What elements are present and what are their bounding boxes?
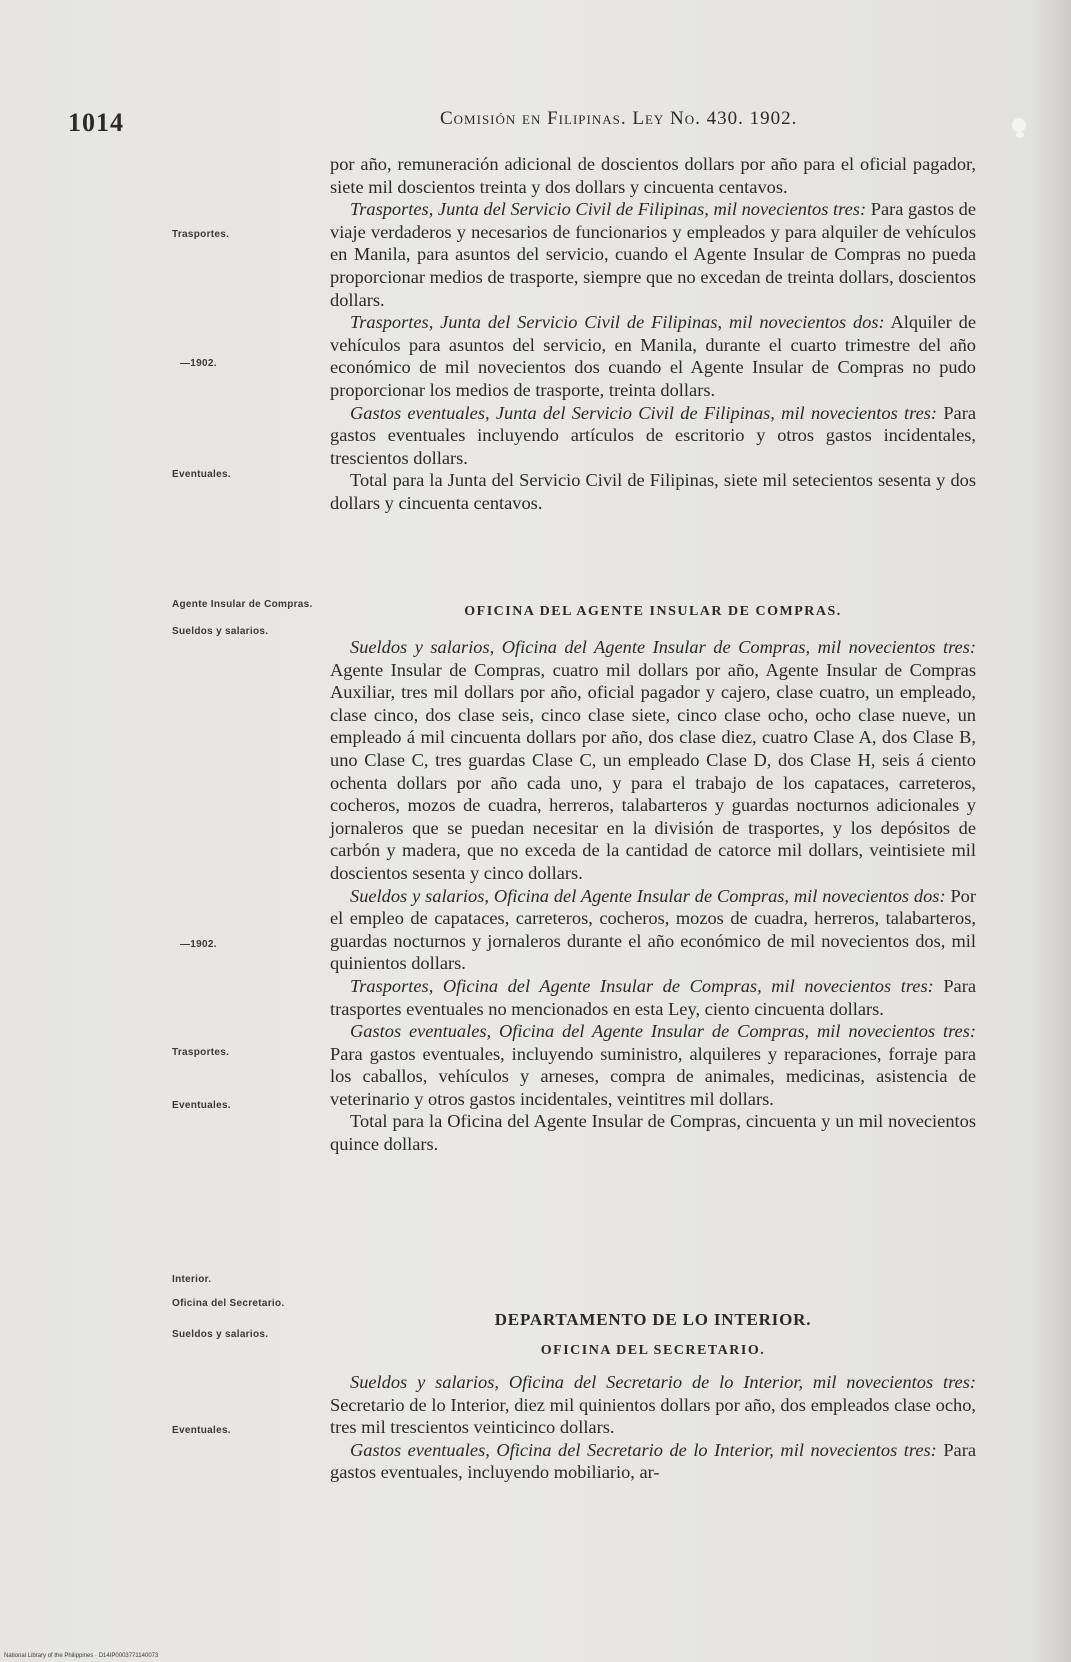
paragraph-text: Para trasportes eventuales no mencionados en esta Ley, ciento cincuenta dollars.	[330, 975, 977, 1019]
paragraph-lead: Gastos eventuales, Oficina del Secretario de lo Interior, mil novecientos tres:	[350, 1439, 937, 1460]
paragraph-text: Secretario de lo Interior, diez mil quinientos dollars por año, dos empleados clase ocho, tres mil trescientos veinticinco dollars.	[330, 1394, 976, 1438]
page-number: 1014	[68, 108, 124, 137]
paragraph	[330, 885, 976, 975]
paragraph-text: Por el empleo de capataces, carreteros, cocheros, mozos de cuadra, herreros, talabarteros, guardas nocturnos y jornaleros durante el año económico de mil novecientos dos, mil quinientos dollars.	[330, 885, 976, 974]
paragraph-lead: Sueldos y salarios, Oficina del Agente Insular de Compras, mil novecientos tres:	[350, 637, 976, 657]
paragraph-lead: Gastos eventuales, Oficina del Agente Insular de Compras, mil novecientos tres:	[350, 1021, 976, 1042]
page-edge-shadow	[1031, 0, 1071, 1662]
paragraph-lead: Sueldos y salarios, Oficina del Agente Insular de Compras, mil novecientos dos:	[350, 885, 946, 906]
department-heading: DEPARTAMENTO DE LO INTERIOR.	[494, 1310, 812, 1329]
margin-note-eventuales: Eventuales.	[172, 1100, 231, 1111]
margin-note-agente-insular: Agente Insular de Compras.	[172, 599, 313, 610]
paragraph-text: Para gastos eventuales, incluyendo mobiliario, ar-	[330, 1439, 976, 1483]
paragraph: Total para la Junta del Servicio Civil de Filipinas, siete mil setecientos sesenta y dos dollars y cincuenta centavos.	[330, 470, 976, 513]
text-block	[330, 636, 976, 1156]
margin-note-year: —1902.	[180, 939, 217, 950]
paragraph	[330, 1371, 976, 1439]
text-block	[330, 153, 976, 515]
paragraph-lead: Trasportes, Oficina del Agente Insular de Compras, mil novecientos tres:	[350, 975, 934, 996]
scan-source-footer: National Library of the Philippines · D14IP0003771140073	[4, 1653, 159, 1659]
paragraph-text: Alquiler de vehículos para asuntos del servicio, en Manila, durante el cuarto trimestre del año económico de mil novecientos dos cuando el Agente Insular de Compras no pudo proporcionar los medios de trasporte, treinta dollars.	[330, 312, 976, 400]
margin-note-year: —1902.	[180, 358, 217, 369]
paragraph: Total para la Oficina del Agente Insular de Compras, cincuenta y un mil novecientos quince dollars.	[330, 1111, 976, 1155]
paragraph	[330, 636, 976, 885]
margin-note-sueldos: Sueldos y salarios.	[172, 626, 269, 637]
paragraph	[330, 402, 976, 470]
margin-note-oficina-secretario: Oficina del Secretario.	[172, 1298, 285, 1309]
margin-note-eventuales: Eventuales.	[172, 1425, 231, 1436]
paragraph-text: Agente Insular de Compras, cuatro mil dollars por año, Agente Insular de Compras Auxiliar, tres mil dollars por año, oficial pagador y cajero, clase cuatro, un empleado, clase cinco, dos clase seis, cinco clase siete, cinco clase ocho, ocho clase nueve, un empleado á mil cincuenta dollars por año, dos clase diez, cuatro Clase A, dos Clase B, uno Clase C, tres guardas Clase C, un empleado Clase D, dos Clase H, seis á ciento ochenta dollars por año cada uno, y para el trabajo de los capataces, carreteros, cocheros, mozos de cuadra, herreros, talabarteros y guardas nocturnos adicionales y jornaleros que se puedan necesitar en la división de trasportes, y los depósitos de carbón y madera, que no exceda de la cantidad de catorce mil dollars, veintisiete mil doscientos sesenta y cinco dollars.	[330, 659, 976, 883]
text-block	[330, 1371, 976, 1484]
paragraph-text: Para gastos de viaje verdaderos y necesarios de funcionarios y empleados y para alquiler de vehículos en Manila, para asuntos del servicio, cuando el Agente Insular de Compras no pueda proporcionar medios de trasporte, siempre que no excedan de treinta dollars, doscientos dollars.	[330, 199, 977, 310]
paragraph-lead: Trasportes, Junta del Servicio Civil de Filipinas, mil novecientos dos:	[350, 312, 885, 333]
scan-speck	[1012, 118, 1026, 132]
paragraph-text: Para gastos eventuales, incluyendo suministro, alquileres y reparaciones, forraje para los caballos, vehículos y arneses, compra de animales, medicinas, asistencia de veterinario y otros gastos incidentales, veintitres mil dollars.	[330, 1043, 976, 1109]
paragraph-text: Para gastos eventuales incluyendo artículos de escritorio y otros gastos incidentales, trescientos dollars.	[330, 402, 976, 468]
margin-note-interior: Interior.	[172, 1274, 212, 1285]
margin-note-trasportes: Trasportes.	[172, 229, 230, 240]
paragraph	[330, 1020, 976, 1110]
paragraph	[330, 975, 976, 1020]
paragraph: por año, remuneración adicional de doscientos dollars por año para el oficial pagador, siete mil doscientos treinta y dos dollars y cincuenta centavos.	[330, 154, 976, 197]
margin-note-sueldos: Sueldos y salarios.	[172, 1329, 269, 1340]
paragraph-lead: Trasportes, Junta del Servicio Civil de Filipinas, mil novecientos tres:	[350, 199, 867, 220]
paragraph-lead: Gastos eventuales, Junta del Servicio Civil de Filipinas, mil novecientos tres:	[350, 402, 938, 423]
office-heading: OFICINA DEL SECRETARIO.	[540, 1343, 766, 1358]
margin-note-trasportes: Trasportes.	[172, 1047, 230, 1058]
section-heading: OFICINA DEL AGENTE INSULAR DE COMPRAS.	[464, 604, 842, 619]
margin-note-eventuales: Eventuales.	[172, 469, 231, 480]
running-head: Comisión en Filipinas. Ley No. 430. 1902.	[440, 108, 798, 129]
scan-speck	[1016, 132, 1024, 138]
paragraph	[330, 311, 976, 401]
paragraph	[330, 198, 976, 311]
paragraph-lead: Sueldos y salarios, Oficina del Secretario de lo Interior, mil novecientos tres:	[350, 1372, 976, 1392]
paragraph	[330, 1439, 976, 1484]
